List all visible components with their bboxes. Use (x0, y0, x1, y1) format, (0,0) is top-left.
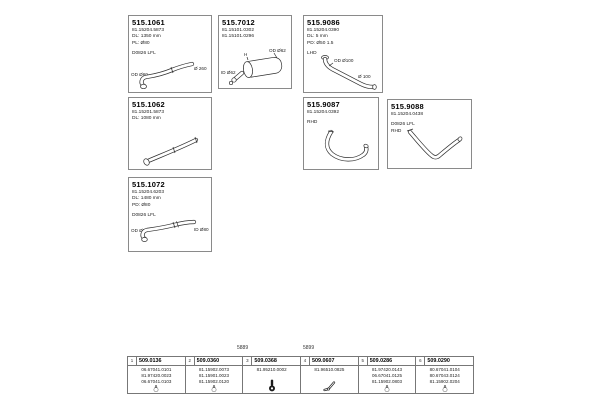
part-panel-515-7012 (218, 15, 292, 89)
engine-code: D0826 LFL (132, 213, 156, 219)
fitting-part-number: 509.0368 (254, 358, 277, 364)
part-number: 515.9087 (307, 100, 340, 109)
fittings-column (186, 357, 244, 393)
spec-line: PD: Ø50 1.5 (307, 40, 334, 46)
fitting-part-number: 509.0136 (139, 358, 162, 364)
oem-ref: 81.96510.0825 (314, 367, 345, 372)
fittings-column (416, 357, 473, 393)
fitting-part-number: 509.0290 (427, 358, 450, 364)
steering-variant: LHD (307, 51, 317, 57)
oem-ref: 06.67041.0101 (141, 367, 172, 372)
part-panel-515-9088 (387, 99, 472, 169)
diagram-label: ID Ø80 (194, 227, 209, 232)
fittings-column (359, 357, 417, 393)
oem-ref: 80.67043.0124 (429, 372, 460, 378)
oem-ref: 81.15204.5873 (132, 28, 165, 33)
diagram-label: Ø 100 (358, 74, 371, 79)
part-number: 515.9086 (307, 18, 340, 27)
pipe-diagram (130, 124, 212, 168)
diagram-label: ID Ø62 (221, 70, 236, 75)
bracket-icon (323, 380, 336, 392)
spec-line: DL: 1350 mm (132, 34, 161, 40)
oem-ref: 81.15101.0302 (222, 28, 255, 33)
oem-ref: 81.15901.0023 (198, 372, 230, 378)
pipe-diagram (305, 126, 379, 168)
fitting-index: 4 (301, 357, 310, 365)
fitting-index: 5 (359, 357, 368, 365)
pipe-diagram (305, 53, 383, 91)
oem-ref: 81.15204.0438 (391, 112, 424, 117)
part-number: 515.9088 (391, 102, 424, 111)
fitting-index: 1 (128, 357, 137, 365)
oem-ref: 81.15204.0390 (307, 28, 340, 33)
part-number: 515.1072 (132, 180, 165, 189)
fitting-header (128, 357, 185, 366)
fitting-header (186, 357, 243, 366)
part-panel-515-9087 (303, 97, 379, 170)
diagram-label: H (244, 52, 248, 57)
pipe-diagram (389, 125, 472, 167)
diagram-label: OD Ø100 (334, 58, 354, 63)
oem-ref: 81.15902.0120 (198, 378, 230, 384)
silencer-diagram (220, 43, 292, 87)
oem-ref: 06.67041.0103 (141, 378, 172, 384)
diagram-label: OD Ø80 (131, 228, 148, 233)
fitting-part-number: 509.0286 (369, 358, 393, 364)
clamp-icon (209, 385, 219, 392)
part-number: 515.1061 (132, 18, 165, 27)
oem-ref: 81.15902.0803 (372, 378, 403, 384)
fitting-part-number: 509.0360 (196, 358, 220, 364)
spec-line: DL: 1080 mm (132, 116, 161, 122)
pipe-diagram (130, 57, 212, 91)
oem-ref: 81.15101.0296 (222, 34, 255, 40)
engine-code: D0826 LFL (391, 122, 415, 128)
fittings-column (301, 357, 359, 393)
spec-line: PL: Ø80 (132, 40, 150, 46)
clamp-icon (382, 385, 392, 392)
oem-ref: 81.97420.0023 (141, 372, 172, 378)
part-panel-515-1072 (128, 177, 212, 252)
fitting-refs (186, 366, 243, 385)
fitting-refs (128, 366, 185, 385)
oem-ref: 81.15902.0204 (429, 378, 460, 384)
fittings-column (243, 357, 301, 393)
oem-ref: 81.15201.5873 (132, 110, 165, 115)
fitting-refs (416, 366, 473, 385)
steering-variant: RHD (391, 128, 402, 134)
steering-variant: RHD (307, 120, 318, 126)
oem-ref: 81.95210.0002 (256, 367, 287, 372)
fitting-refs (359, 366, 416, 385)
oem-ref: 81.15902.0073 (198, 367, 230, 372)
oem-ref: 81.97420.0143 (372, 367, 403, 372)
fitting-index: 6 (416, 357, 425, 365)
oem-ref: 06.67041.0125 (372, 372, 403, 378)
part-panel-515-1062 (128, 97, 212, 170)
spec-line: DL: 5 mm (307, 34, 328, 40)
fitting-header (243, 357, 300, 366)
clamp-icon (151, 385, 161, 392)
part-number: 515.1062 (132, 100, 165, 109)
fitting-index: 3 (243, 357, 252, 365)
fitting-part-number: 509.0607 (312, 358, 335, 364)
diagram-label: OD Ø62 (269, 48, 286, 53)
fitting-header (416, 357, 473, 366)
diagram-label: OD Ø60 (131, 72, 148, 77)
engine-code: D0826 LFL (132, 51, 156, 57)
drawing-ref: 5899 (303, 345, 315, 351)
fitting-header (301, 357, 358, 366)
spec-line: DL: 1480 mm (132, 196, 161, 202)
fittings-column (128, 357, 186, 393)
pipe-diagram (130, 212, 212, 250)
part-number: 515.7012 (222, 18, 255, 27)
diagram-label: Ø 260 (194, 66, 207, 71)
spec-line: PD: Ø80 (132, 202, 151, 208)
fitting-header (359, 357, 416, 366)
clamp-icon (440, 385, 450, 392)
oem-ref: 81.15204.6203 (132, 190, 165, 195)
fitting-refs (301, 366, 358, 373)
fitting-refs (243, 366, 300, 373)
oem-ref: 81.15204.0392 (307, 110, 340, 115)
part-panel-515-1061 (128, 15, 212, 93)
rubber-mount-icon (267, 379, 277, 392)
part-panel-515-9086 (303, 15, 383, 93)
drawing-ref: 5889 (237, 345, 249, 351)
fittings-table (127, 356, 474, 394)
oem-ref: 80.67041.0104 (429, 367, 460, 372)
fitting-index: 2 (186, 357, 195, 365)
